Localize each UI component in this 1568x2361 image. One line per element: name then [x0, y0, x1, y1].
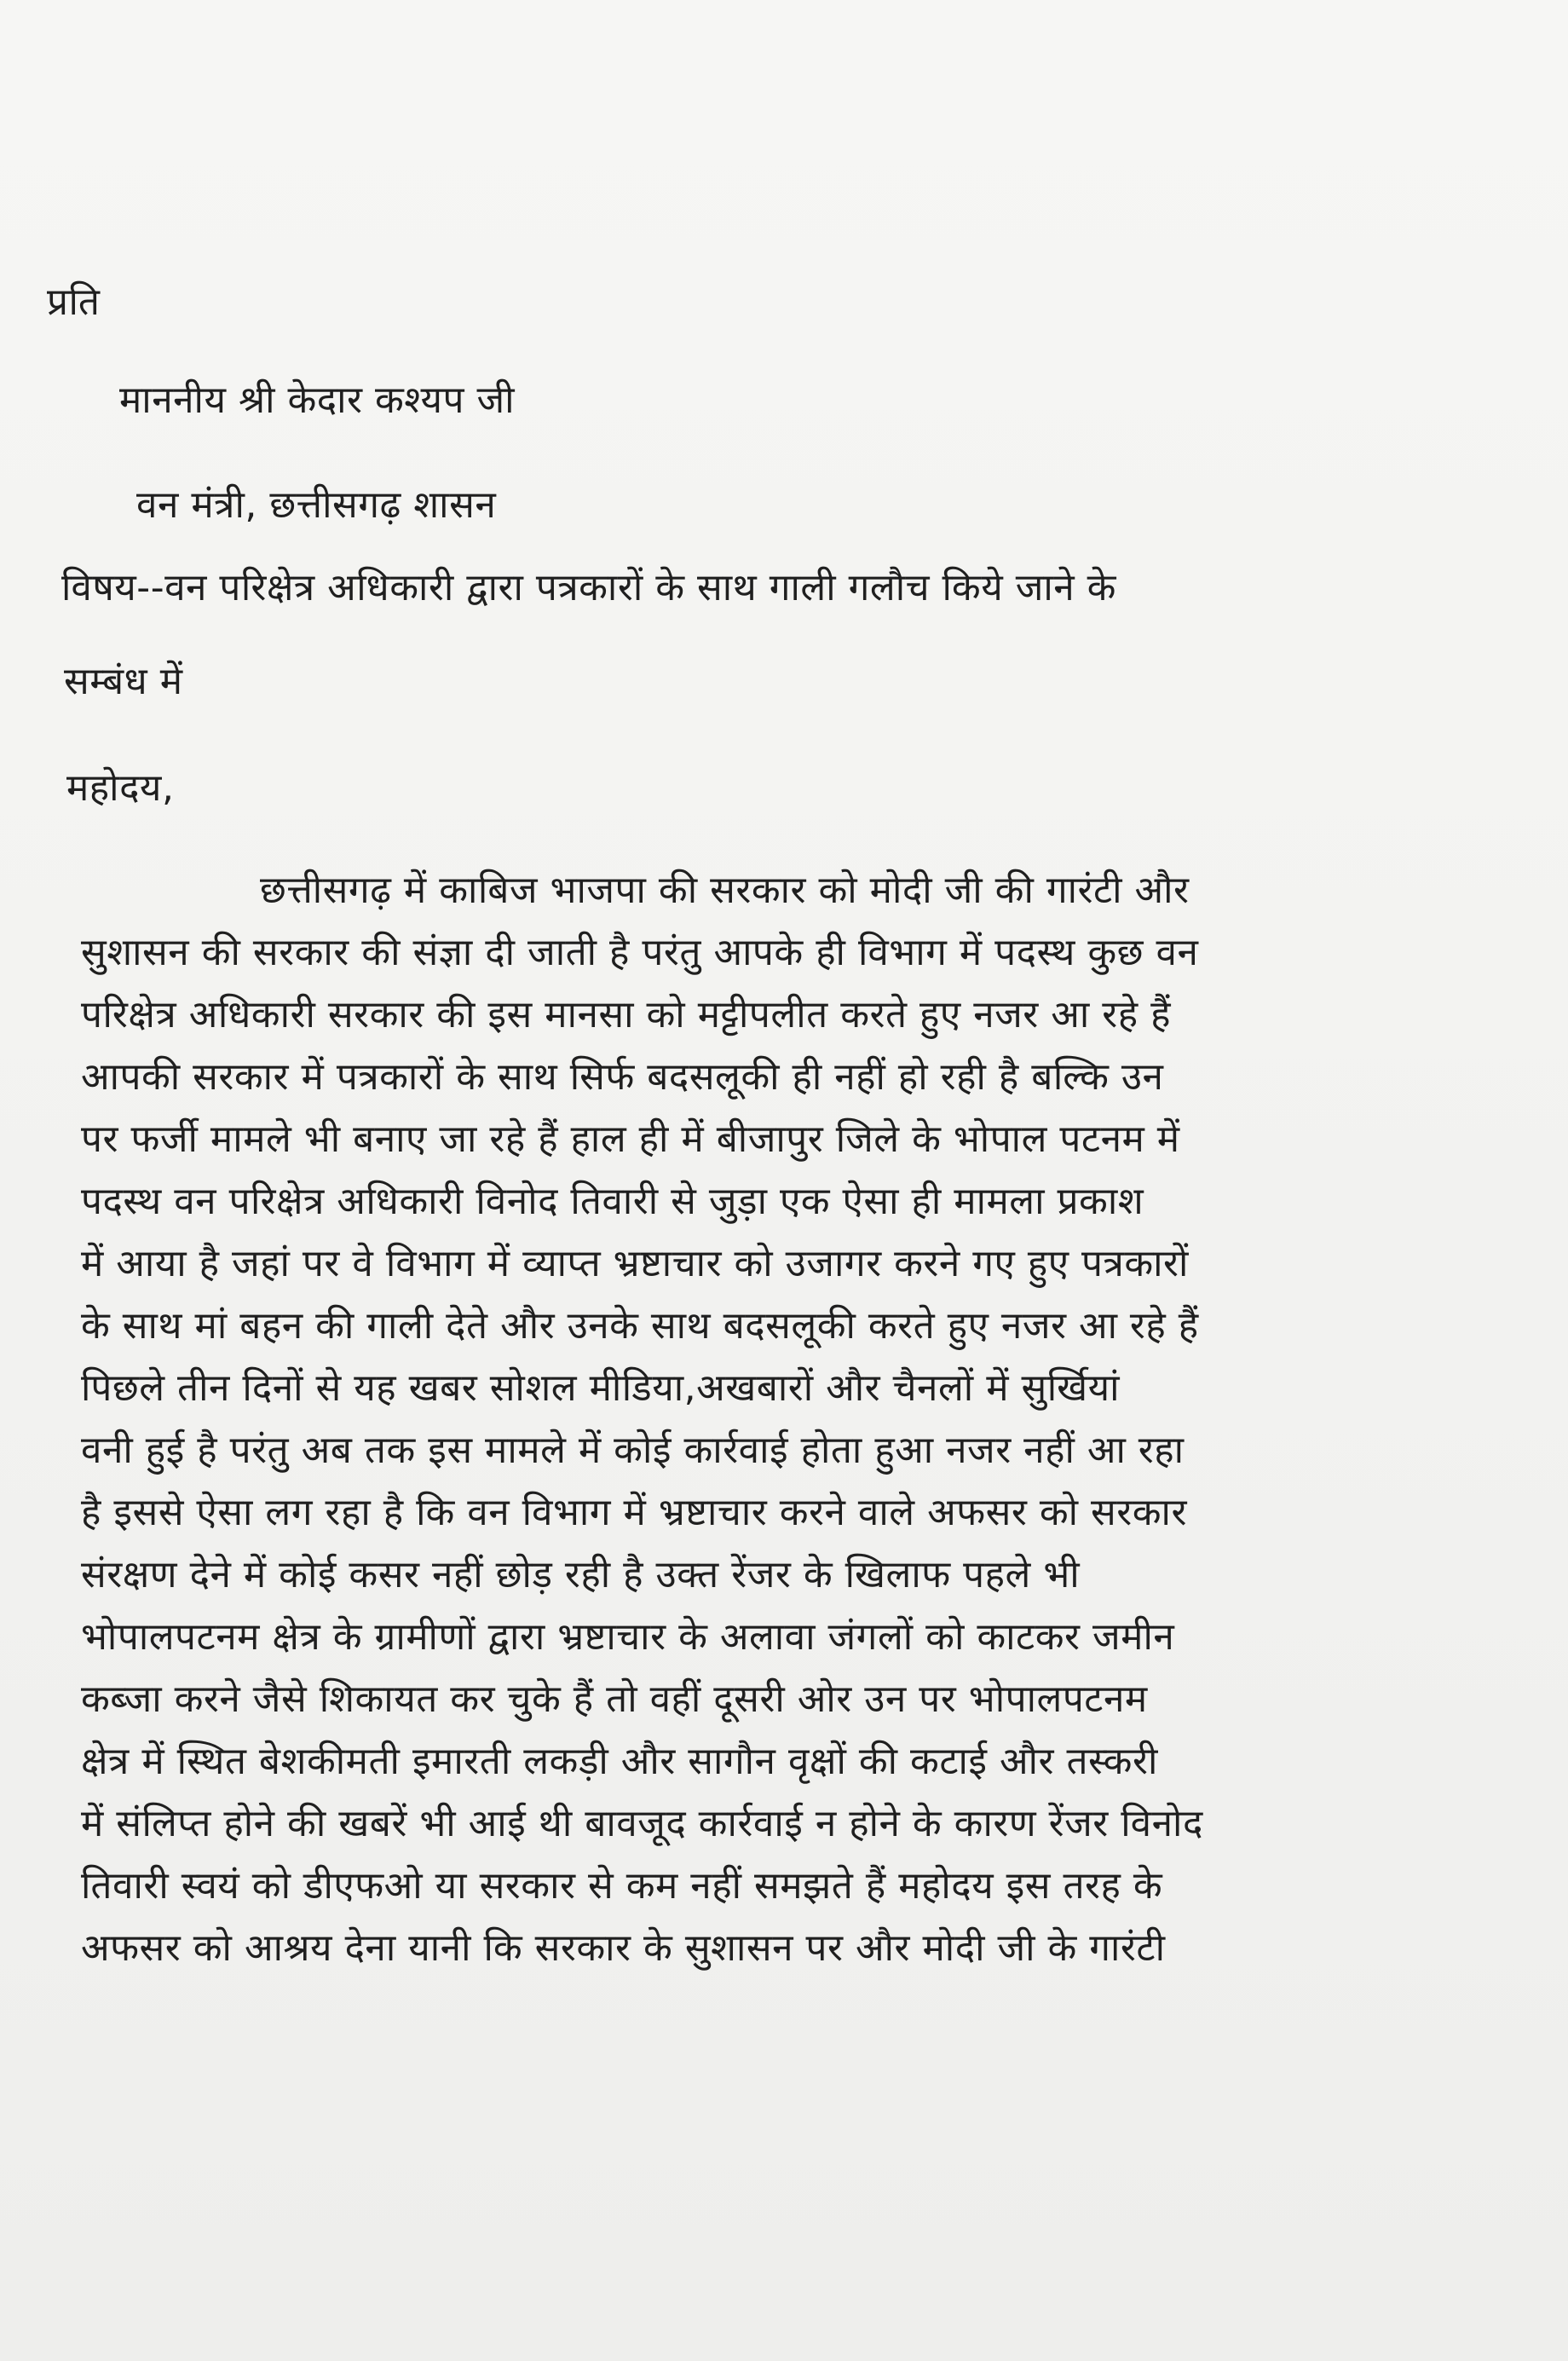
body-line: पिछले तीन दिनों से यह खबर सोशल मीडिया,अखबारों और चैनलों में सुर्खियां: [81, 1366, 1121, 1410]
addressee-prefix: प्रति: [47, 280, 101, 324]
body-line: संरक्षण देने में कोई कसर नहीं छोड़ रही है उक्त रेंजर के खिलाफ पहले भी: [81, 1553, 1081, 1596]
body-line: अफसर को आश्रय देना यानी कि सरकार के सुशासन पर और मोदी जी के गारंटी: [81, 1926, 1166, 1970]
body-line: वनी हुई है परंतु अब तक इस मामले में कोई कार्रवाई होता हुआ नजर नहीं आ रहा: [81, 1429, 1185, 1472]
body-line: आपकी सरकार में पत्रकारों के साथ सिर्फ बदसलूकी ही नहीं हो रही है बल्कि उन: [81, 1055, 1164, 1099]
body-line: में आया है जहां पर वे विभाग में व्याप्त भ्रष्टाचार को उजागर करने गए हुए पत्रकारों: [81, 1242, 1189, 1285]
body-line: सुशासन की सरकार की संज्ञा दी जाती है परंतु आपके ही विभाग में पदस्थ कुछ वन: [81, 931, 1199, 974]
body-line: है इससे ऐसा लग रहा है कि वन विभाग में भ्रष्टाचार करने वाले अफसर को सरकार: [81, 1491, 1187, 1534]
recipient-name: माननीय श्री केदार कश्यप जी: [119, 378, 516, 422]
subject-line-1: विषय--वन परिक्षेत्र अधिकारी द्वारा पत्रकारों के साथ गाली गलौच किये जाने के: [61, 566, 1116, 609]
salutation: महोदय,: [66, 766, 175, 810]
body-line: छत्तीसगढ़ में काबिज भाजपा की सरकार को मोदी जी की गारंटी और: [260, 869, 1190, 912]
body-line: तिवारी स्वयं को डीएफओ या सरकार से कम नहीं समझते हैं महोदय इस तरह के: [81, 1864, 1163, 1908]
body-line: में संलिप्त होने की खबरें भी आई थी बावजूद कार्रवाई न होने के कारण रेंजर विनोद: [81, 1802, 1203, 1845]
body-line: के साथ मां बहन की गाली देते और उनके साथ बदसलूकी करते हुए नजर आ रहे हैं: [81, 1304, 1199, 1348]
body-line: क्षेत्र में स्थित बेशकीमती इमारती लकड़ी और सागौन वृक्षों की कटाई और तस्करी: [81, 1740, 1158, 1783]
body-line: भोपालपटनम क्षेत्र के ग्रामीणों द्वारा भ्रष्टाचार के अलावा जंगलों को काटकर जमीन: [81, 1615, 1175, 1659]
body-line: पर फर्जी मामले भी बनाए जा रहे हैं हाल ही में बीजापुर जिले के भोपाल पटनम में: [81, 1117, 1180, 1161]
recipient-designation: वन मंत्री, छत्तीसगढ़ शासन: [136, 483, 497, 527]
body-line: परिक्षेत्र अधिकारी सरकार की इस मानसा को मट्टीपलीत करते हुए नजर आ रहे हैं: [81, 993, 1171, 1036]
body-line: पदस्थ वन परिक्षेत्र अधिकारी विनोद तिवारी से जुड़ा एक ऐसा ही मामला प्रकाश: [81, 1180, 1144, 1223]
body-line: कब्जा करने जैसे शिकायत कर चुके हैं तो वहीं दूसरी ओर उन पर भोपालपटनम: [81, 1677, 1148, 1721]
subject-line-2: सम्बंध में: [64, 660, 183, 703]
